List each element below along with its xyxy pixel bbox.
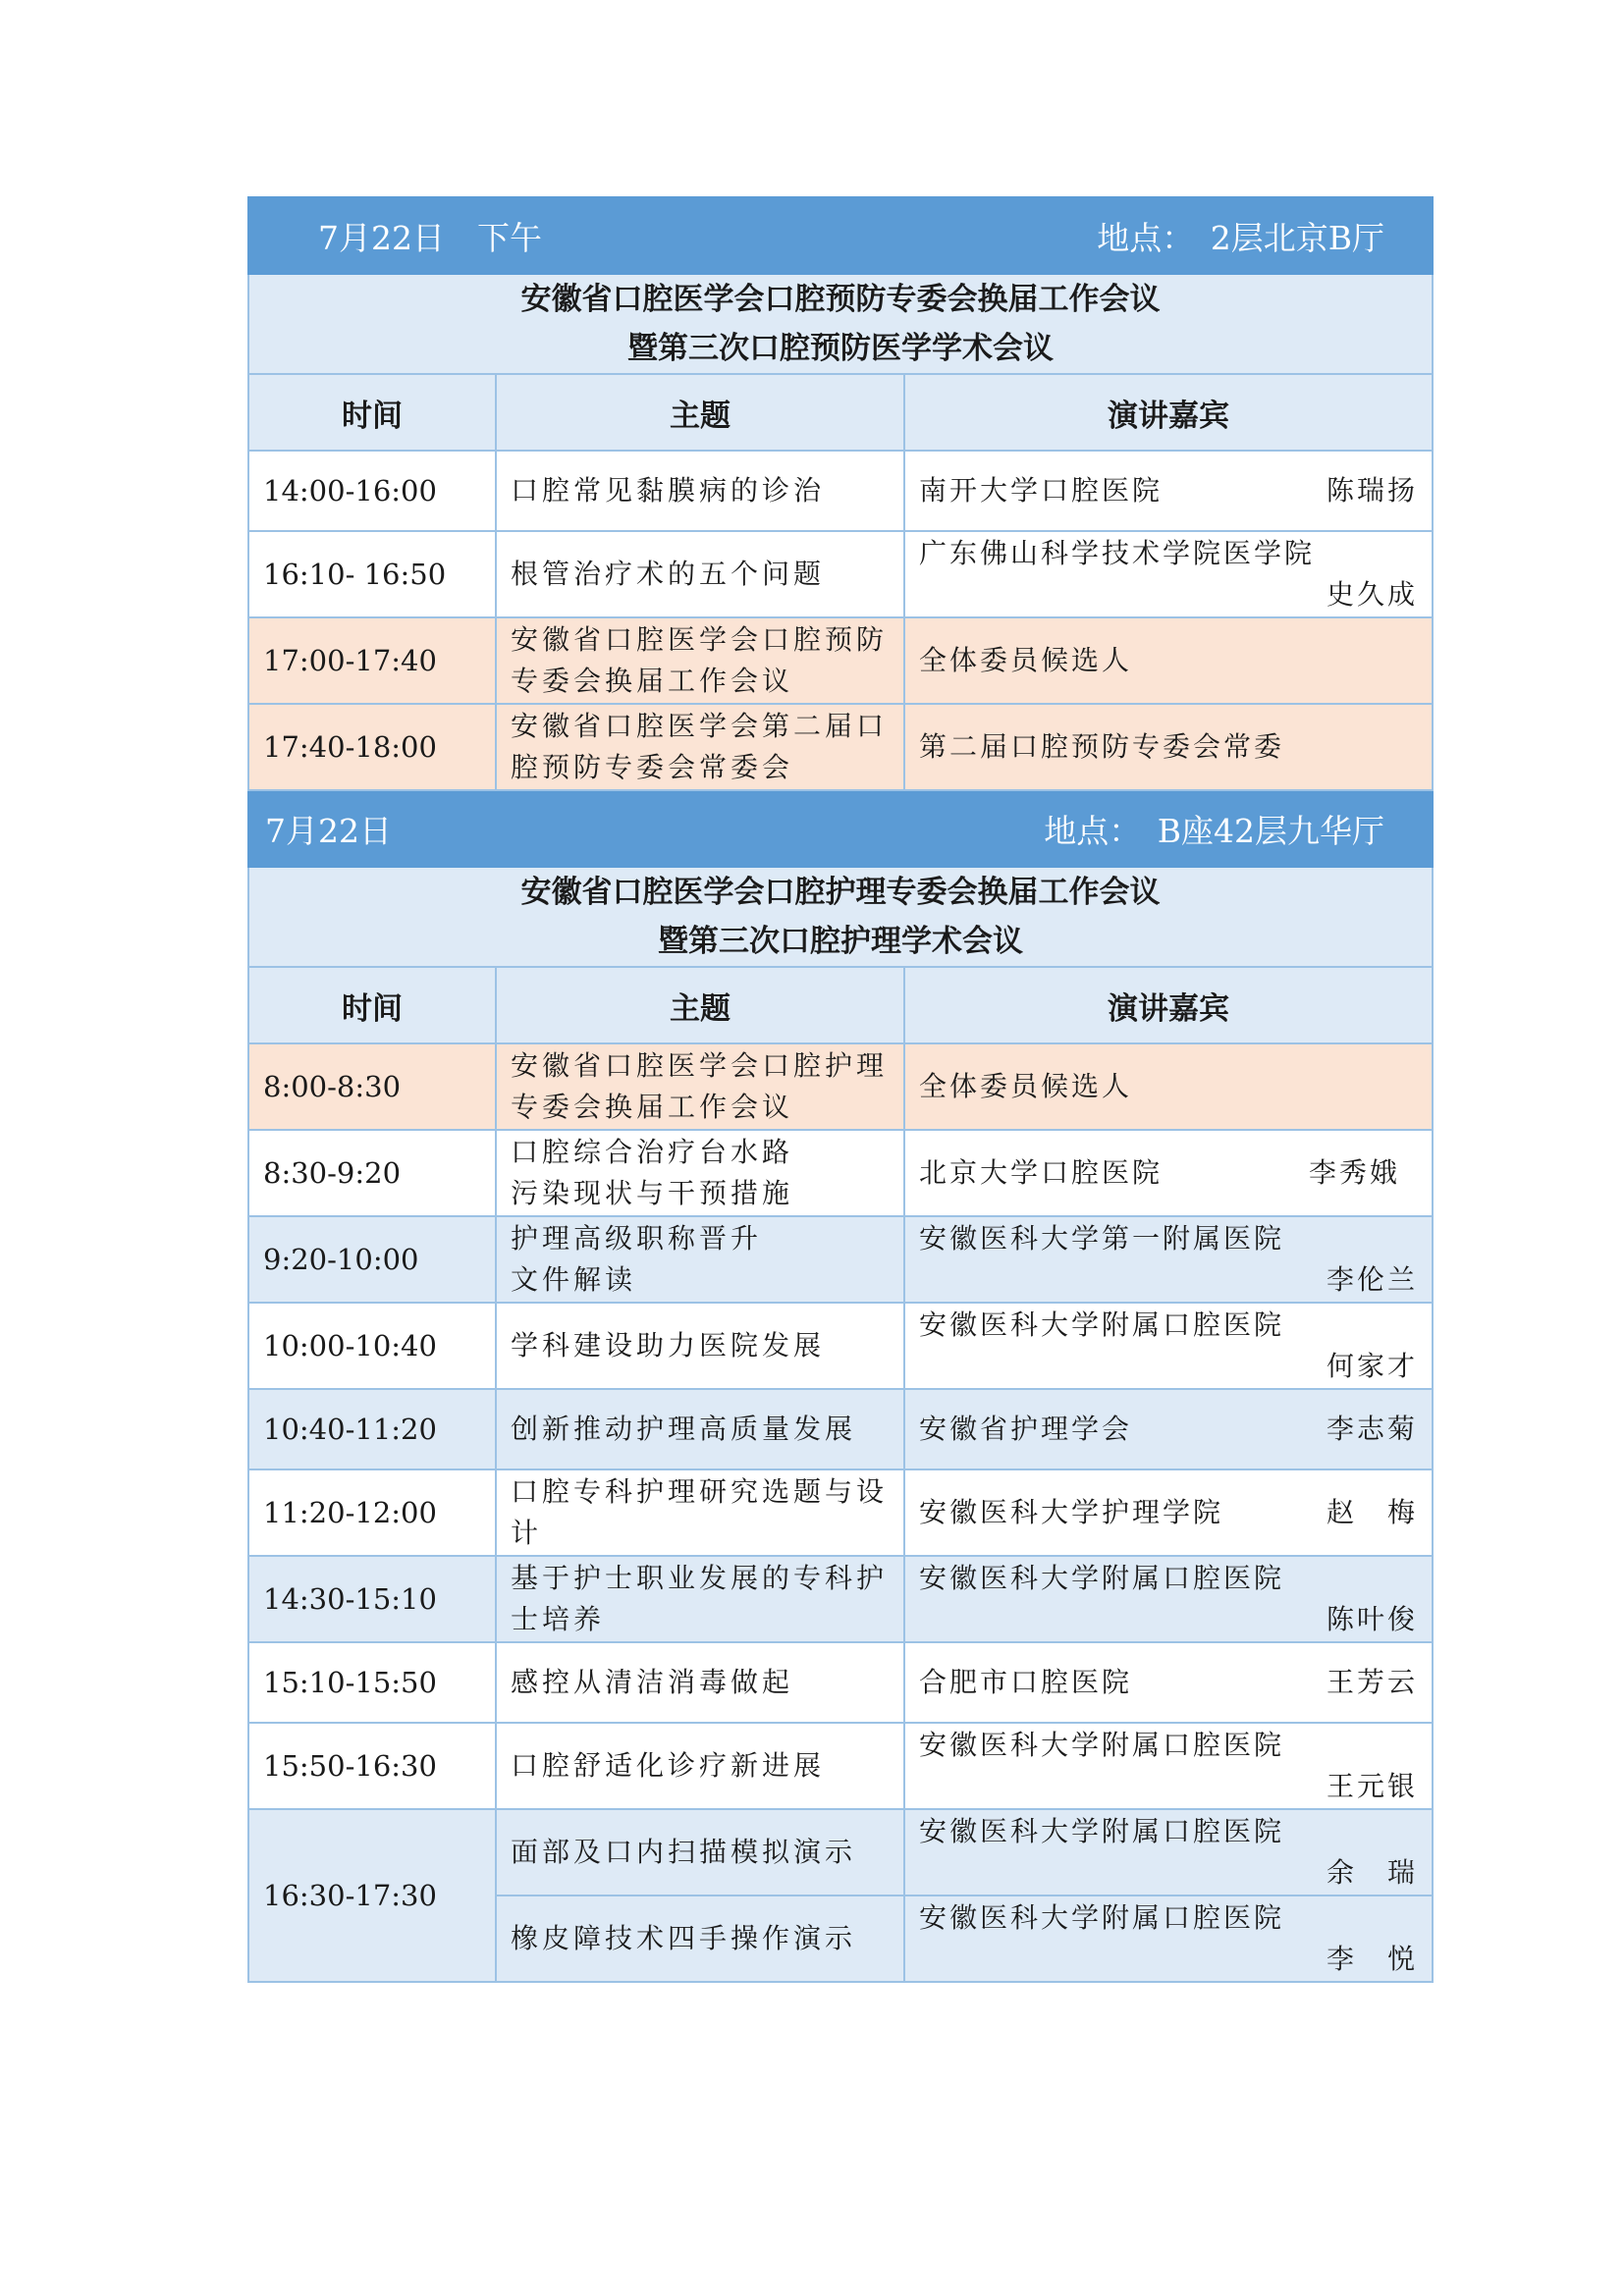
speaker-org: 安徽省护理学会 (919, 1413, 1133, 1445)
section1-column-headers (248, 374, 1433, 451)
table-row (248, 1043, 1433, 1130)
table-row (248, 1469, 1433, 1556)
speaker-name: 赵 梅 (1326, 1496, 1419, 1528)
speaker-name: 史久成 (1326, 578, 1419, 611)
speaker-name: 余 瑞 (1326, 1856, 1419, 1889)
speaker-name: 陈瑞扬 (1326, 474, 1419, 507)
session-time: 15:10-15:50 (248, 1642, 496, 1723)
table-row (248, 531, 1433, 617)
session-speaker (904, 531, 1433, 617)
session-speaker (904, 1130, 1433, 1216)
col-topic-header: 主题 (496, 374, 904, 451)
session-time: 8:00-8:30 (248, 1043, 496, 1130)
table-row (248, 1389, 1433, 1469)
col-speaker-header: 演讲嘉宾 (904, 967, 1433, 1043)
section1-title (248, 274, 1433, 374)
schedule-sheet (247, 196, 1432, 1983)
table-row (248, 1642, 1433, 1723)
speaker-name: 王芳云 (1326, 1666, 1419, 1698)
speaker-name: 李志菊 (1326, 1413, 1419, 1445)
col-time-header: 时间 (248, 374, 496, 451)
section1-title-line2: 暨第三次口腔预防医学学术会议 (627, 331, 1054, 366)
session-topic (496, 1130, 904, 1216)
speaker-org: 安徽医科大学第一附属医院 (919, 1222, 1285, 1255)
speaker-name: 陈叶俊 (1326, 1603, 1419, 1635)
session-topic: 安徽省口腔医学会口腔预防专委会换届工作会议 (496, 617, 904, 704)
session-topic: 口腔专科护理研究选题与设计 (496, 1469, 904, 1556)
session-time: 10:40-11:20 (248, 1389, 496, 1469)
session-topic: 创新推动护理高质量发展 (496, 1389, 904, 1469)
speaker-org: 北京大学口腔医院 (919, 1156, 1164, 1189)
section1-title-line1: 安徽省口腔医学会口腔预防专委会换届工作会议 (520, 282, 1161, 317)
section1-header (248, 197, 1433, 274)
session-speaker (904, 1216, 1433, 1303)
section2-header (248, 790, 1433, 867)
session-speaker (904, 1556, 1433, 1642)
session-time: 16:10- 16:50 (248, 531, 496, 617)
table-row (248, 704, 1433, 790)
speaker-name: 李 悦 (1326, 1943, 1419, 1975)
speaker-name: 李秀娥 (1309, 1156, 1401, 1189)
speaker-org: 安徽医科大学护理学院 (919, 1496, 1224, 1528)
section1-location: 地点： 2层北京B厅 (1097, 218, 1385, 257)
session-topic: 感控从清洁消毒做起 (496, 1642, 904, 1723)
session-speaker: 第二届口腔预防专委会常委 (904, 704, 1433, 790)
session-time: 14:30-15:10 (248, 1556, 496, 1642)
speaker-org: 安徽医科大学附属口腔医院 (919, 1562, 1285, 1594)
session-topic: 橡皮障技术四手操作演示 (496, 1896, 904, 1982)
session-speaker (904, 1896, 1433, 1982)
topic-line1: 口腔综合治疗台水路 (511, 1136, 794, 1168)
session-time: 16:30-17:30 (248, 1809, 496, 1982)
session-topic: 口腔常见黏膜病的诊治 (496, 451, 904, 531)
speaker-name: 王元银 (1326, 1770, 1419, 1802)
table-row (248, 1130, 1433, 1216)
session-time: 14:00-16:00 (248, 451, 496, 531)
table-row (248, 1556, 1433, 1642)
topic-line2: 文件解读 (511, 1263, 637, 1296)
session-topic: 口腔舒适化诊疗新进展 (496, 1723, 904, 1809)
session-time: 9:20-10:00 (248, 1216, 496, 1303)
session-topic: 安徽省口腔医学会第二届口腔预防专委会常委会 (496, 704, 904, 790)
session-topic (496, 1216, 904, 1303)
speaker-org: 广东佛山科学技术学院医学院 (919, 537, 1316, 569)
section2-location: 地点： B座42层九华厅 (1044, 811, 1385, 850)
section1-date: 7月22日 下午 (318, 218, 542, 257)
col-topic-header: 主题 (496, 967, 904, 1043)
speaker-org: 安徽医科大学附属口腔医院 (919, 1901, 1285, 1934)
session-time: 17:00-17:40 (248, 617, 496, 704)
table-row (248, 1303, 1433, 1389)
table-row (248, 1723, 1433, 1809)
session-speaker: 全体委员候选人 (904, 1043, 1433, 1130)
session-topic: 面部及口内扫描模拟演示 (496, 1809, 904, 1896)
session-time: 10:00-10:40 (248, 1303, 496, 1389)
topic-line2: 污染现状与干预措施 (511, 1177, 794, 1209)
col-speaker-header: 演讲嘉宾 (904, 374, 1433, 451)
section2-title (248, 867, 1433, 967)
session-speaker (904, 1469, 1433, 1556)
speaker-org: 南开大学口腔医院 (919, 474, 1164, 507)
section2-column-headers (248, 967, 1433, 1043)
session-speaker (904, 1809, 1433, 1896)
session-topic: 基于护士职业发展的专科护士培养 (496, 1556, 904, 1642)
table-row (248, 451, 1433, 531)
table-row (248, 617, 1433, 704)
session-speaker: 全体委员候选人 (904, 617, 1433, 704)
session-time: 11:20-12:00 (248, 1469, 496, 1556)
schedule-table (247, 196, 1434, 1983)
session-time: 8:30-9:20 (248, 1130, 496, 1216)
speaker-org: 安徽医科大学附属口腔医院 (919, 1729, 1285, 1761)
session-speaker (904, 1723, 1433, 1809)
speaker-name: 何家才 (1326, 1350, 1419, 1382)
table-row (248, 1809, 1433, 1896)
session-topic: 根管治疗术的五个问题 (496, 531, 904, 617)
speaker-org: 合肥市口腔医院 (919, 1666, 1133, 1698)
session-speaker (904, 1389, 1433, 1469)
table-row (248, 1216, 1433, 1303)
session-time: 17:40-18:00 (248, 704, 496, 790)
section2-title-line1: 安徽省口腔医学会口腔护理专委会换届工作会议 (520, 875, 1161, 910)
section2-date: 7月22日 (265, 811, 392, 850)
topic-line1: 护理高级职称晋升 (511, 1222, 763, 1255)
speaker-org: 安徽医科大学附属口腔医院 (919, 1308, 1285, 1341)
session-speaker (904, 1642, 1433, 1723)
session-topic: 学科建设助力医院发展 (496, 1303, 904, 1389)
session-topic: 安徽省口腔医学会口腔护理专委会换届工作会议 (496, 1043, 904, 1130)
speaker-name: 李伦兰 (1326, 1263, 1419, 1296)
section2-title-line2: 暨第三次口腔护理学术会议 (658, 924, 1023, 959)
col-time-header: 时间 (248, 967, 496, 1043)
session-time: 15:50-16:30 (248, 1723, 496, 1809)
session-speaker (904, 451, 1433, 531)
session-speaker (904, 1303, 1433, 1389)
speaker-org: 安徽医科大学附属口腔医院 (919, 1815, 1285, 1847)
